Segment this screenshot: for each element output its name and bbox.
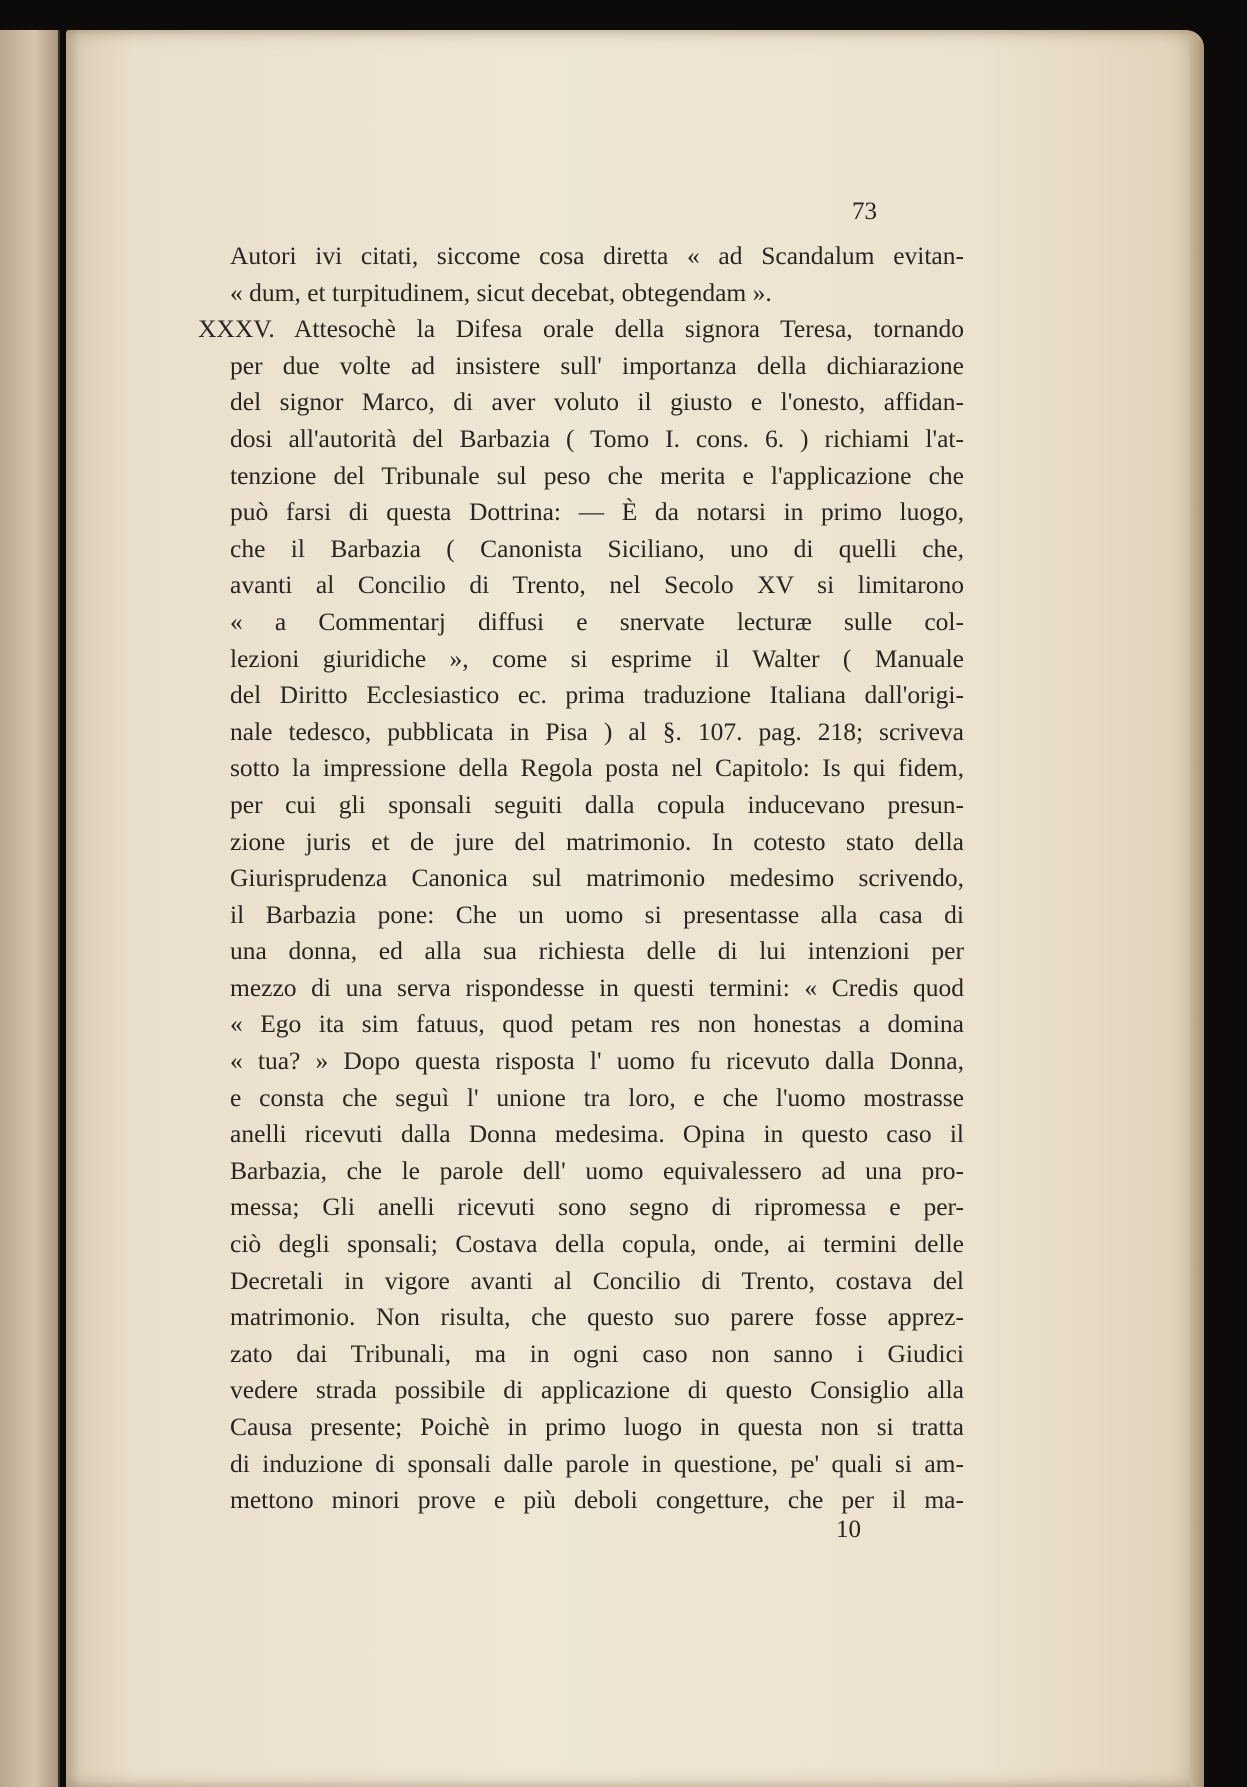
text-line: per cui gli sponsali seguiti dalla copula inducevano presun- bbox=[230, 789, 964, 819]
text-line: « a Commentarj diffusi e snervate lecturæ sulle col- bbox=[230, 606, 964, 636]
body-text bbox=[198, 238, 964, 1519]
text-line: « Ego ita sim fatuus, quod petam res non honestas a domina bbox=[230, 1009, 964, 1039]
page-number: 73 bbox=[852, 198, 877, 225]
text-line: Decretali in vigore avanti al Concilio di Trento, costava del bbox=[230, 1265, 964, 1295]
facing-page-edge bbox=[0, 30, 60, 1787]
text-line: può farsi di questa Dottrina: — È da notarsi in primo luogo, bbox=[230, 497, 964, 527]
text-line: zione juris et de jure del matrimonio. In cotesto stato della bbox=[230, 826, 964, 856]
text-line: anelli ricevuti dalla Donna medesima. Opina in questo caso il bbox=[230, 1119, 964, 1149]
text-line: sotto la impressione della Regola posta nel Capitolo: Is qui fidem, bbox=[230, 753, 964, 783]
text-line: lezioni giuridiche », come si esprime il Walter ( Manuale bbox=[230, 643, 964, 673]
text-line: tenzione del Tribunale sul peso che merita e l'applicazione che bbox=[230, 460, 964, 490]
text-line: e consta che seguì l' unione tra loro, e che l'uomo mostrasse bbox=[230, 1082, 964, 1112]
text-line: che il Barbazia ( Canonista Siciliano, uno di quelli che, bbox=[230, 533, 964, 563]
text-line: per due volte ad insistere sull' importanza della dichiarazione bbox=[230, 350, 964, 380]
text-line: messa; Gli anelli ricevuti sono segno di ripromessa e per- bbox=[230, 1192, 964, 1222]
signature-mark: 10 bbox=[836, 1516, 861, 1543]
text-line: Causa presente; Poichè in primo luogo in questa non si tratta bbox=[230, 1412, 964, 1441]
text-line: mettono minori prove e più deboli congetture, che per il ma- bbox=[230, 1485, 964, 1515]
page-fore-edge bbox=[1190, 36, 1204, 1787]
text-line: del signor Marco, di aver voluto il giusto e l'onesto, affidan- bbox=[230, 387, 964, 417]
text-line: di induzione di sponsali dalle parole in questione, pe' quali si am- bbox=[230, 1448, 964, 1478]
text-line: « dum, et turpitudinem, sicut decebat, obtegendam ». bbox=[230, 277, 772, 307]
paragraph-start-line: XXXV. Attesochè la Difesa orale della signora Teresa, tornando bbox=[198, 314, 964, 344]
text-line: avanti al Concilio di Trento, nel Secolo XV si limitarono bbox=[230, 570, 964, 600]
text-line: Autori ivi citati, siccome cosa diretta « ad Scandalum evitan- bbox=[230, 241, 964, 270]
text-line: matrimonio. Non risulta, che questo suo parere fosse apprez- bbox=[230, 1302, 964, 1332]
text-line: mezzo di una serva rispondesse in questi termini: « Credis quod bbox=[230, 972, 964, 1002]
text-line: dosi all'autorità del Barbazia ( Tomo I. cons. 6. ) richiami l'at- bbox=[230, 423, 964, 453]
text-line: ciò degli sponsali; Costava della copula, onde, ai termini delle bbox=[230, 1229, 964, 1259]
text-line: del Diritto Ecclesiastico ec. prima traduzione Italiana dall'origi- bbox=[230, 680, 964, 710]
text-line: nale tedesco, pubblicata in Pisa ) al §. 107. pag. 218; scriveva bbox=[230, 716, 964, 746]
text-line: il Barbazia pone: Che un uomo si presentasse alla casa di bbox=[230, 899, 964, 929]
text-line: vedere strada possibile di applicazione di questo Consiglio alla bbox=[230, 1375, 964, 1405]
text-line: « tua? » Dopo questa risposta l' uomo fu ricevuto dalla Donna, bbox=[230, 1046, 964, 1076]
text-line: zato dai Tribunali, ma in ogni caso non sanno i Giudici bbox=[230, 1338, 964, 1368]
text-line: Barbazia, che le parole dell' uomo equivalessero ad una pro- bbox=[230, 1155, 964, 1185]
text-line: una donna, ed alla sua richiesta delle di lui intenzioni per bbox=[230, 936, 964, 966]
text-line: Giurisprudenza Canonica sul matrimonio medesimo scrivendo, bbox=[230, 863, 964, 893]
